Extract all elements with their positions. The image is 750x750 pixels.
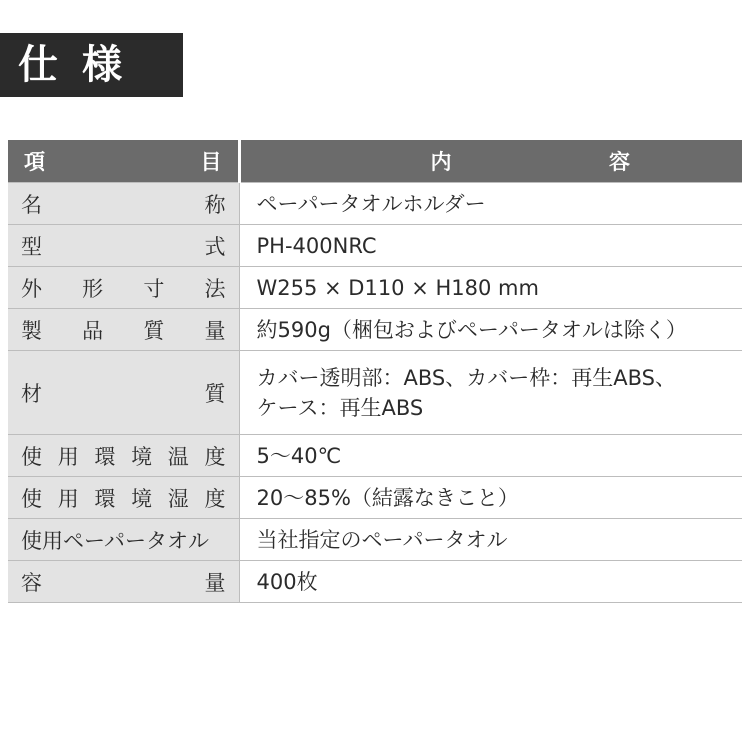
label-char: 度 [204,486,226,511]
label-char: 質 [204,381,226,406]
row-label-temperature [8,435,239,477]
table-row [8,351,742,435]
table-row [8,309,742,351]
table-row [8,225,742,267]
row-label-paper-towel [8,519,239,561]
label-char: 式 [204,234,226,259]
value-line: 約590g（梱包およびペーパータオルは除く） [256,317,687,342]
label-char: 用 [57,486,79,511]
row-label-material [8,351,239,435]
row-label-model [8,225,239,267]
label-char: 称 [204,192,226,217]
row-value-weight [239,309,742,351]
label-char: 度 [204,444,226,469]
label-char: 境 [131,486,153,511]
value-line: ペーパータオルホルダー [256,191,486,216]
header-content [239,140,742,183]
header-content-char: 容 [609,150,630,174]
value-line: W255 × D110 × H180 mm [256,275,539,300]
label-char: 使 [21,486,42,511]
spec-table [8,140,742,603]
label-char: 境 [131,444,153,469]
label-char: 型 [21,234,42,259]
label-char: 環 [94,444,116,469]
row-label-name [8,183,239,225]
row-label-humidity [8,477,239,519]
table-row [8,435,742,477]
label-char: 量 [204,570,226,595]
row-value-model [239,225,742,267]
value-line: 5～40℃ [256,443,342,468]
spec-title-char: 様 [82,42,146,88]
row-label-weight [8,309,239,351]
label-char: 温 [167,444,189,469]
row-value-dimensions [239,267,742,309]
label-char: 用 [57,444,79,469]
label-char: 外 [21,276,42,301]
label-char: 寸 [143,276,165,301]
label-char: 量 [204,318,226,343]
row-label-capacity [8,561,239,603]
table-row [8,561,742,603]
row-value-capacity [239,561,742,603]
label-char: 湿 [167,486,189,511]
table-row [8,183,742,225]
table-header-row [8,140,742,183]
header-item [8,140,239,183]
value-line: 20～85%（結露なきこと） [256,485,519,510]
value-line: ケース：再生ABS [256,395,424,420]
value-line: 当社指定のペーパータオル [256,527,508,552]
table-row [8,477,742,519]
label-char: 容 [21,570,42,595]
row-value-name [239,183,742,225]
table-row [8,267,742,309]
header-item-char: 項 [24,150,45,174]
label-char: 品 [82,318,104,343]
row-value-temperature [239,435,742,477]
header-content-char: 内 [430,150,452,174]
row-value-material [239,351,742,435]
label-char: 使 [21,444,42,469]
label-char: 形 [82,276,104,301]
row-label-dimensions [8,267,239,309]
label-char: 環 [94,486,116,511]
spec-title [0,33,183,97]
value-line: 400枚 [256,569,318,594]
spec-title-char: 仕 [18,42,82,88]
value-line: PH-400NRC [256,233,377,258]
label-char: 製 [21,318,42,343]
label-char: 名 [21,192,42,217]
row-value-paper-towel [239,519,742,561]
label-char: 材 [21,381,42,406]
value-line: カバー透明部：ABS、カバー枠：再生ABS、 [256,365,676,390]
row-value-humidity [239,477,742,519]
table-row [8,519,742,561]
label-char: 使用ペーパータオル [21,528,209,553]
header-item-char: 目 [200,150,222,174]
label-char: 質 [143,318,165,343]
label-char: 法 [204,276,226,301]
